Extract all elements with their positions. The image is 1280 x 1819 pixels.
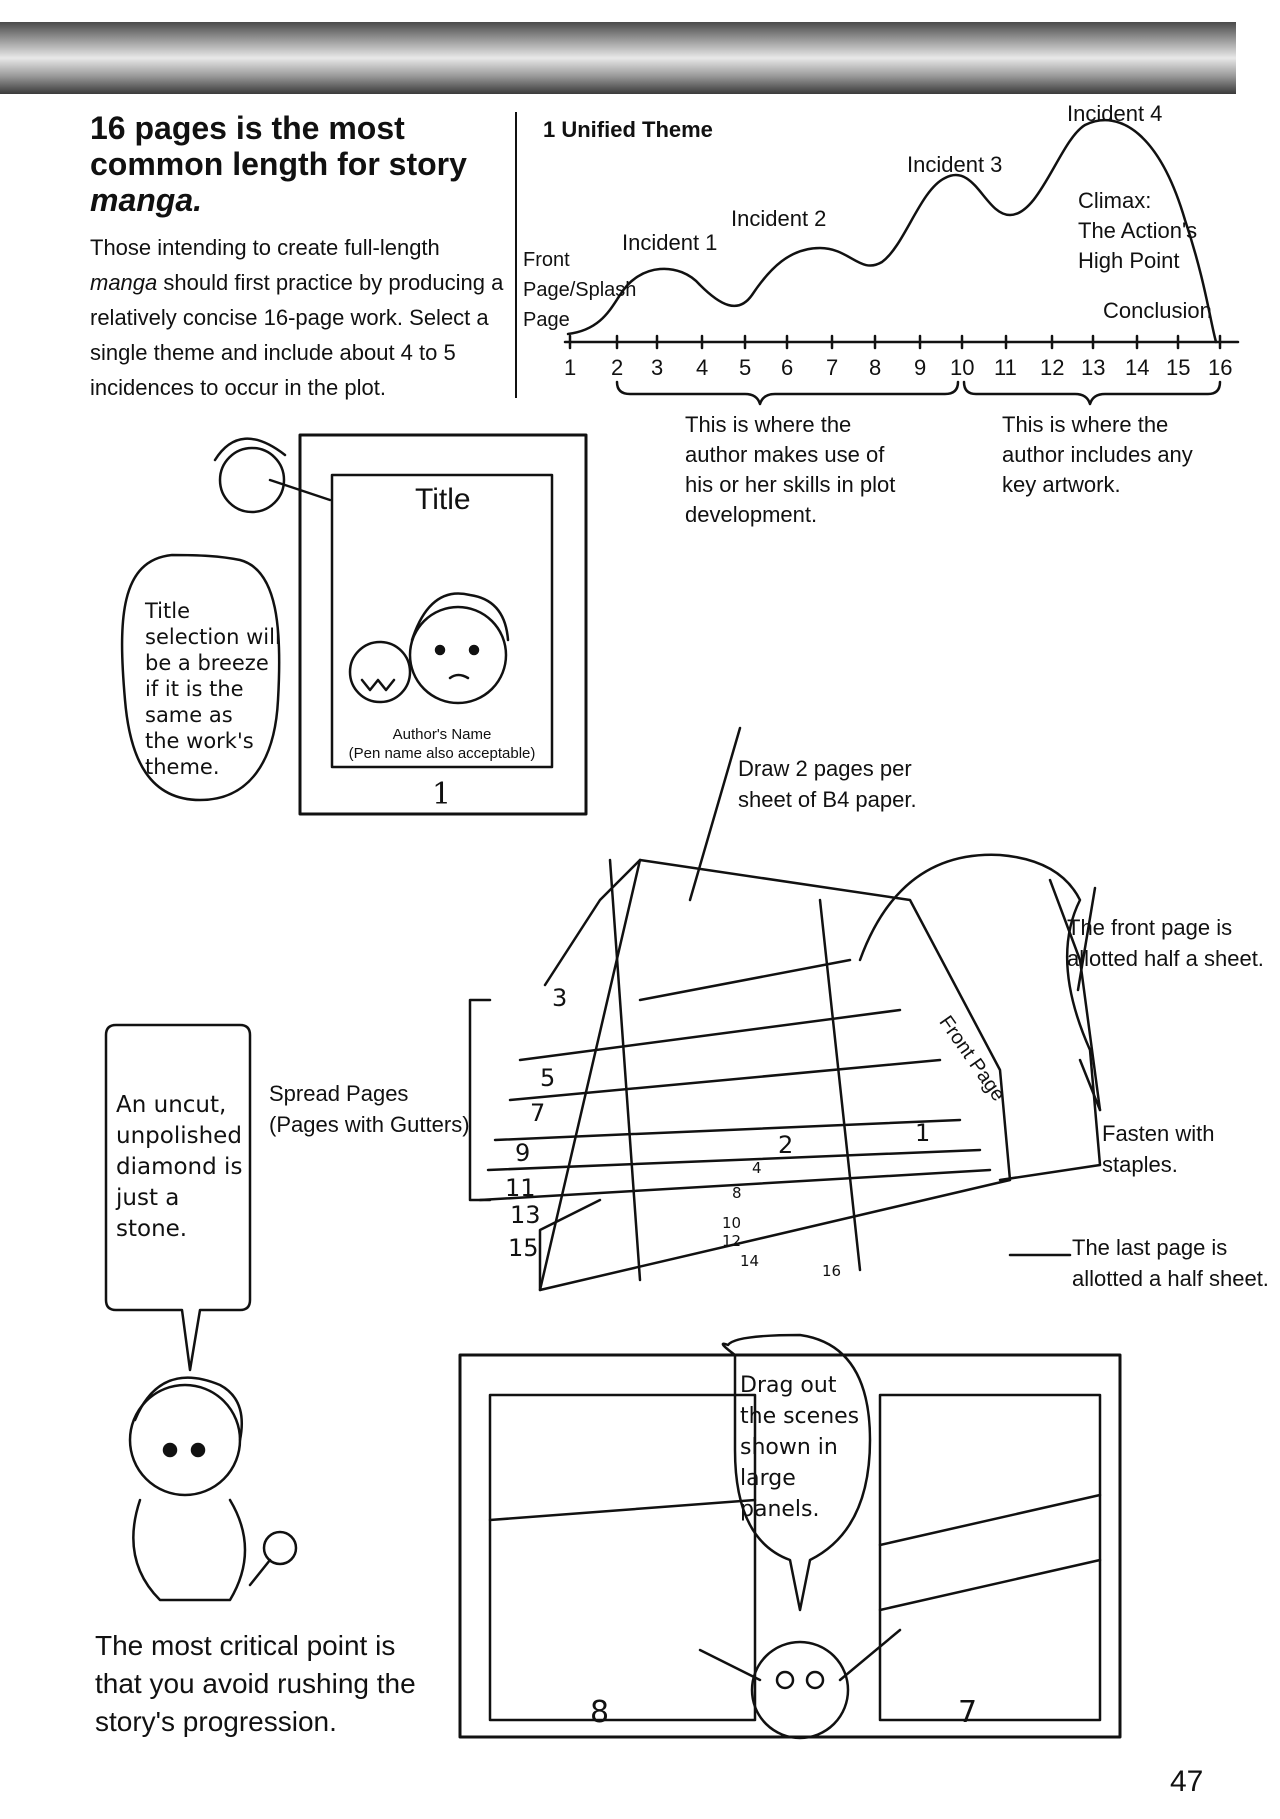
sheet-number: 9 bbox=[515, 1139, 531, 1167]
page-tick-label: 8 bbox=[869, 355, 882, 380]
sheet-number: 14 bbox=[740, 1252, 760, 1270]
monster-face bbox=[350, 642, 410, 702]
page-heading: 16 pages is the most common length for story manga. bbox=[90, 110, 467, 218]
sheet-number: 3 bbox=[552, 984, 568, 1012]
page-tick-label: 15 bbox=[1166, 355, 1191, 380]
page-tick-label: 10 bbox=[950, 355, 975, 380]
magnifier-icon bbox=[264, 1532, 296, 1564]
front-page-label: Front Page bbox=[934, 1011, 1010, 1106]
incident-1-label: Incident 1 bbox=[622, 230, 718, 255]
sheet-number: 2 bbox=[778, 1131, 794, 1159]
title-page-title: Title bbox=[415, 483, 471, 516]
incident-2-label: Incident 2 bbox=[731, 206, 827, 231]
page-tick-label: 9 bbox=[914, 355, 927, 380]
girl-head bbox=[220, 448, 284, 512]
climax-label: Climax: The Action's High Point bbox=[1078, 188, 1198, 273]
kneeling-girl-head bbox=[130, 1385, 240, 1495]
draw-note: Draw 2 pages per sheet of B4 paper. bbox=[738, 756, 917, 812]
hero-face bbox=[410, 607, 506, 703]
page-tick-label: 12 bbox=[1040, 355, 1065, 380]
page-tick-label: 6 bbox=[781, 355, 794, 380]
plot-note: This is where the author makes use of his or her skills in plot development. bbox=[685, 412, 896, 527]
bracket-artwork bbox=[964, 382, 1220, 404]
sheet-number: 13 bbox=[510, 1201, 541, 1229]
page-tick-label: 1 bbox=[564, 355, 577, 380]
page-tick-label: 13 bbox=[1081, 355, 1106, 380]
intro-paragraph: Those intending to create full-length manga should first practice by producing a relatively concise 16-page work. Select a single theme and include about 4 to 5 incidences to occur in the plot. bbox=[90, 235, 504, 400]
page-tick-label: 16 bbox=[1208, 355, 1233, 380]
pointing-boy-head bbox=[752, 1642, 848, 1738]
page-tick-label: 4 bbox=[696, 355, 709, 380]
incident-4-label: Incident 4 bbox=[1067, 101, 1163, 126]
sheet-number: 4 bbox=[752, 1159, 762, 1177]
spread-right-page-number: 7 bbox=[958, 1695, 978, 1730]
title-page-number: 1 bbox=[432, 777, 452, 812]
front-half-note: The front page is allotted half a sheet. bbox=[1067, 915, 1264, 971]
sheet-number: 5 bbox=[540, 1064, 556, 1092]
right-page-panels bbox=[880, 1395, 1100, 1720]
spread-left-page-number: 8 bbox=[590, 1695, 610, 1730]
page-tick-label: 3 bbox=[651, 355, 664, 380]
bracket-plot bbox=[617, 382, 958, 404]
drag-bubble-text: Drag out the scenes shown in large panels. bbox=[740, 1373, 860, 1522]
sheet-number: 10 bbox=[722, 1214, 742, 1232]
critical-point-text: The most critical point is that you avoid rushing the story's progression. bbox=[95, 1630, 416, 1737]
artwork-note: This is where the author includes any key artwork. bbox=[1002, 412, 1193, 497]
page-tick-label: 2 bbox=[611, 355, 624, 380]
story-arc-curve bbox=[568, 120, 1216, 342]
page-tick-label: 11 bbox=[994, 355, 1017, 380]
hero-hair bbox=[412, 593, 508, 640]
last-half-note: The last page is allotted a half sheet. bbox=[1072, 1235, 1269, 1291]
page-tick-label: 5 bbox=[739, 355, 752, 380]
sheet-number: 8 bbox=[732, 1184, 742, 1202]
fasten-note: Fasten with staples. bbox=[1102, 1121, 1215, 1177]
sheet-number: 11 bbox=[505, 1174, 536, 1202]
spread-label: Spread Pages (Pages with Gutters) bbox=[269, 1081, 470, 1137]
diamond-bubble-text: An uncut, unpolished diamond is just a stone. bbox=[116, 1092, 243, 1242]
page-tick-label: 14 bbox=[1125, 355, 1150, 380]
sheet-number: 15 bbox=[508, 1234, 539, 1262]
theme-label: 1 Unified Theme bbox=[543, 117, 713, 142]
page-number: 47 bbox=[1170, 1765, 1204, 1798]
sheet-number: 16 bbox=[822, 1262, 842, 1280]
title-page-inner bbox=[332, 475, 552, 767]
sheet-number: 7 bbox=[530, 1099, 546, 1127]
incident-3-label: Incident 3 bbox=[907, 152, 1003, 177]
left-page-panels bbox=[490, 1395, 755, 1720]
title-bubble-text: Title selection will be a breeze if it is the same as the work's theme. bbox=[145, 599, 281, 779]
page-tick-label: 7 bbox=[826, 355, 839, 380]
sheet-number: 12 bbox=[722, 1232, 742, 1250]
front-page-label: Front Page/Splash Page bbox=[523, 249, 637, 331]
conclusion-label: Conclusion bbox=[1103, 298, 1212, 323]
sheet-number: 1 bbox=[915, 1119, 931, 1147]
title-page-author: Author's Name (Pen name also acceptable) bbox=[348, 726, 536, 762]
